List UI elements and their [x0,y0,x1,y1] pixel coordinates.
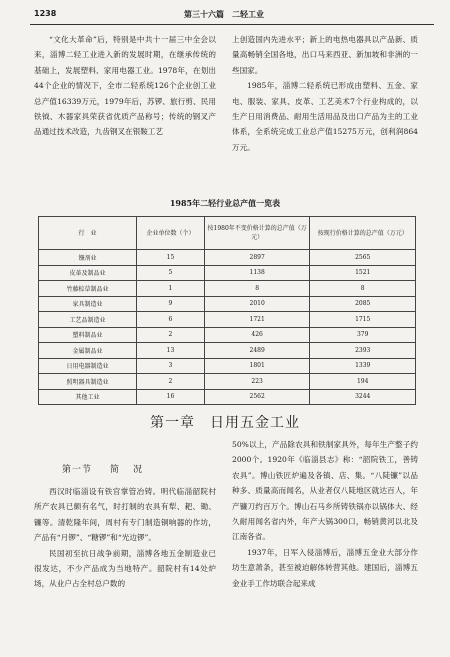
table-cell: 2 [137,374,205,390]
body-right-column [232,437,418,591]
table-cell: 1715 [310,312,416,328]
table-header-row [39,217,416,250]
table-cell: 8 [204,281,310,297]
table-cell: 2 [137,327,205,343]
table-cell: 2565 [310,250,416,266]
table-cell: 2897 [204,250,310,266]
table-cell: 金属制品业 [39,343,137,359]
intro-right-paragraph-1: 上创造国内先进水平；新上的电热电器具以产品新、质量高畅销全国各地，出口马来西亚、新加坡和非洲的一些国家。 [232,35,418,75]
section-name: 简况 [110,465,157,475]
header-rule [30,24,434,25]
body-left-paragraph-2: 民国初至抗日战争前期，淄博各地五金制造业已很发达，不少产品成为当地特产。韶院村有14处炉场，从业户占全村总户数的 [34,548,216,589]
intro-left-paragraph: “文化大革命”后，特别是中共十一届三中全会以来，淄博二轻工业进入新的发展时期，在继承传统的基础上，发展塑料、家用电器工业。1978年，在划出44个企业的情况下，全市二轻系统126个企业创工业总产值16339万元，1979年后，苏锣、旅行剪、民用铁钺、木器家具荣获省优质产品称号；传统的钢叉产品通过技术改造，九齿钢叉在银鞍工艺 [34,35,216,137]
table-title: 1985年二轻行业总产值一览表 [169,198,281,208]
table-cell: 2489 [204,343,310,359]
table-cell: 223 [204,374,310,390]
table-cell: 其他工业 [39,389,137,405]
table-cell: 379 [310,327,416,343]
table-cell: 16 [137,389,205,405]
table-cell: 2393 [310,343,416,359]
table-row [39,358,416,374]
table-cell: 1801 [204,358,310,374]
table-cell: 镪剂业 [39,250,137,266]
table-cell: 日用电器制造业 [39,358,137,374]
table-cell: 15 [137,250,205,266]
table-cell: 工艺品制造业 [39,312,137,328]
column-header: 按1980年不变价格计算的总产值（万元） [204,217,310,250]
output-value-table [38,216,416,405]
table-cell: 1521 [310,265,416,281]
page-header [34,6,430,22]
table-cell: 426 [204,327,310,343]
table-cell: 2562 [204,389,310,405]
table-cell: 9 [137,296,205,312]
table-row [39,250,416,266]
table-row [39,281,416,297]
table-cell: 5 [137,265,205,281]
table-cell: 6 [137,312,205,328]
table-row [39,296,416,312]
body-right-paragraph-1: 50%以上，产品除农具和铁制家具外，每年生产整子约2000个。1920年《临淄县志》称：“韶院铁工，善铸农具”。博山铁匠炉遍及各镇、店、集。“八陡镰”以品种多、质量高而闻名，从业者仅八陡地区就达百人，年产镰刀约百万个。博山石马乡所铸铁锅亦以锅体大、经久耐用闻名省内外，年产大锅300口，畅销黄河以北及江南各省。 [232,440,418,542]
table-row [39,265,416,281]
table-row [39,343,416,359]
table-cell: 塑料制品业 [39,327,137,343]
table-cell: 1721 [204,312,310,328]
table-cell: 2085 [310,296,416,312]
table-cell: 13 [137,343,205,359]
column-header: 按现行价格计算的总产值（万元） [310,217,416,250]
intro-right-paragraph-2: 1985年，淄博二轻系统已形成由塑料、五金、家电、服装、家具、皮革、工艺美术7个行业构成的，以生产日用消费品、耐用生活用品及出口产品为主的工业体系，全系统完成工业总产值15275万元，创利润864万元。 [232,81,418,152]
intro-right-column [232,32,418,155]
chapter-title: 第一章 日用五金工业 [150,415,300,431]
table-cell: 1339 [310,358,416,374]
table-cell: 194 [310,374,416,390]
section-heading [62,462,156,475]
table-cell: 1138 [204,265,310,281]
table-row [39,374,416,390]
table-cell: 照明器具制造业 [39,374,137,390]
table-cell: 2010 [204,296,310,312]
running-title: 第三十六篇 二轻工业 [184,9,264,19]
table-row [39,389,416,405]
body-left-paragraph-1: 西汉时临淄设有铁官掌管冶铸。明代临淄韶院村所产农具已颇有名气，时打制的农具有犁、耙、锄、镰等。清乾隆年间，周村有专门制造铜响器的作坊，产品有“月锣”、“糖锣”和“光边锣”。 [34,487,216,543]
table-cell: 1 [137,281,205,297]
table-cell: 竹藤棕草制品业 [39,281,137,297]
table-cell: 皮革及制品业 [39,265,137,281]
section-number: 第一节 [62,465,93,475]
column-header: 企业单位数（个） [137,217,205,250]
table-cell: 3 [137,358,205,374]
column-header: 行 业 [39,217,137,250]
table-cell: 3244 [310,389,416,405]
table-cell: 8 [310,281,416,297]
intro-left-column [34,32,216,140]
table-row [39,312,416,328]
body-left-column [34,484,216,592]
body-right-paragraph-2: 1937年，日军入侵淄博后，淄博五金业大部分作坊生意萧条，甚至被迫解体转营其他。建国后，淄博五金业手工作坊联合起来成 [232,547,418,588]
page-number: 1238 [34,9,57,18]
table-cell: 家具制造业 [39,296,137,312]
table-row [39,327,416,343]
